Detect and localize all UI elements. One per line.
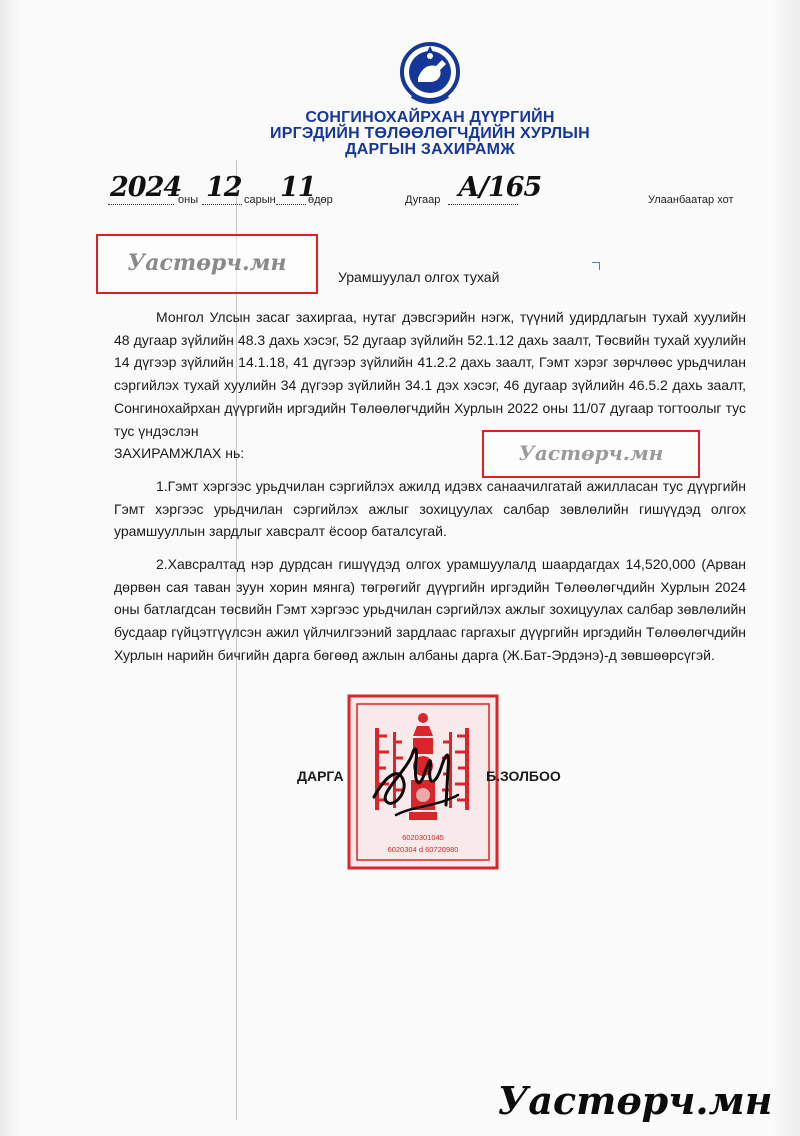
preamble-paragraph: Монгол Улсын засаг захиргаа, нутаг дэвсгэрийн нэгж, түүний удирдлагын тухай хуулийн 48 дугаар зүйлийн 48.3 дахь хэсэг, 52 дугаар зүйлийн 52.1.12 дахь заалт, Төсвийн тухай хуулийн 14 дүгээр зүйлийн 14.1.18, 41 дүгээр зүйлийн 41.2.2 дахь заалт, Гэмт хэрэг зөрчлөөс урьдчилан сэргийлэх тухай хуулийн 34 дүгээр зүйлийн 34.1 дэх хэсэг, 46 дугаар зүйлийн 46.5.2 дахь заалт, Сонгинохайрхан дүүргийн иргэдийн Төлөөлөгчдийн Хурлын 2022 оны 11/07 дугаар тогтоолыг тус тус үндэслэн (114, 309, 746, 439)
order-word: ЗАХИРАМЖЛАХ нь: (114, 445, 245, 462)
date-day: 11 (280, 172, 316, 203)
header-line-1: СОНГИНОХАЙРХАН ДҮҮРГИЙН (305, 109, 555, 126)
number-underline (448, 204, 518, 205)
watermark-text-1: Уастөрч.мн (127, 250, 287, 276)
day-suffix: өдөр (308, 194, 333, 206)
item-1-paragraph: 1.Гэмт хэргээс урьдчилан сэргийлэх ажилд идэвх санаачилгатай ажилласан тус дүүргийн Гэмт хэргээс урьдчилан сэргийлэх ажлыг зохицуулах салбар зөвлөлийн гишүүдэд олгох урамшууллын зардлыг хавсралт ёсоор баталсугай. (114, 477, 746, 540)
seal-number-2: 6020304 d 60720980 (387, 845, 459, 854)
watermark-logo-bottom (480, 1074, 790, 1130)
item-2-paragraph: 2.Хавсралтад нэр дурдсан гишүүдэд олгох урамшуулалд шаардагдах 14,520,000 (Арван дөрвөн сая таван зуун хорин мянга) төгрөгийг дүүргийн иргэдийн Төлөөлөгчдийн Хурлын 2024 оны батлагдсан төсвийн Гэмт хэргээс урьдчилан сэргийлэх ажлыг зохицуулах салбар зөвлөлийн бусдаар гүйцэтгүүлсэн ажил үйлчилгээний зардлаас гаргахыг дүүргийн иргэдийн Төлөөлөгчдийн Хурлын нарийн бичгийн дарга бөгөөд ажлын албаны дарга (Ж.Бат-Эрдэнэ)-д зөвшөөрсүгэй. (114, 556, 746, 663)
document-number: А/165 (458, 172, 542, 203)
date-number-line (0, 170, 800, 210)
date-year: 2024 (110, 172, 182, 203)
watermark-text-bottom: Уастөрч.мн (497, 1078, 773, 1123)
watermark-box-2 (482, 430, 700, 478)
watermark-box-1 (96, 234, 318, 294)
day-underline (276, 204, 306, 205)
month-suffix: сарын (244, 194, 276, 206)
month-underline (202, 204, 242, 205)
header-line-3: ДАРГЫН ЗАХИРАМЖ (345, 141, 515, 158)
document-body (114, 306, 746, 667)
document-subject: Урамшуулал олгох тухай (338, 269, 500, 285)
signer-title: ДАРГА (297, 768, 344, 784)
seal-number-1: 6020301045 (402, 833, 444, 842)
year-underline (108, 204, 174, 205)
scan-corner-mark (592, 262, 600, 270)
header-line-2: ИРГЭДИЙН ТӨЛӨӨЛӨГЧДИЙН ХУРЛЫН (270, 125, 590, 142)
watermark-text-2: Уастөрч.мн (518, 441, 664, 465)
year-suffix: оны (178, 194, 199, 206)
document-header (200, 110, 660, 158)
state-emblem-icon (398, 34, 462, 106)
number-label: Дугаар (405, 194, 441, 206)
date-month: 12 (206, 172, 242, 203)
signer-name: Б.ЗОЛБОО (486, 768, 561, 784)
handwritten-signature (366, 735, 476, 823)
city-label: Улаанбаатар хот (648, 194, 734, 206)
